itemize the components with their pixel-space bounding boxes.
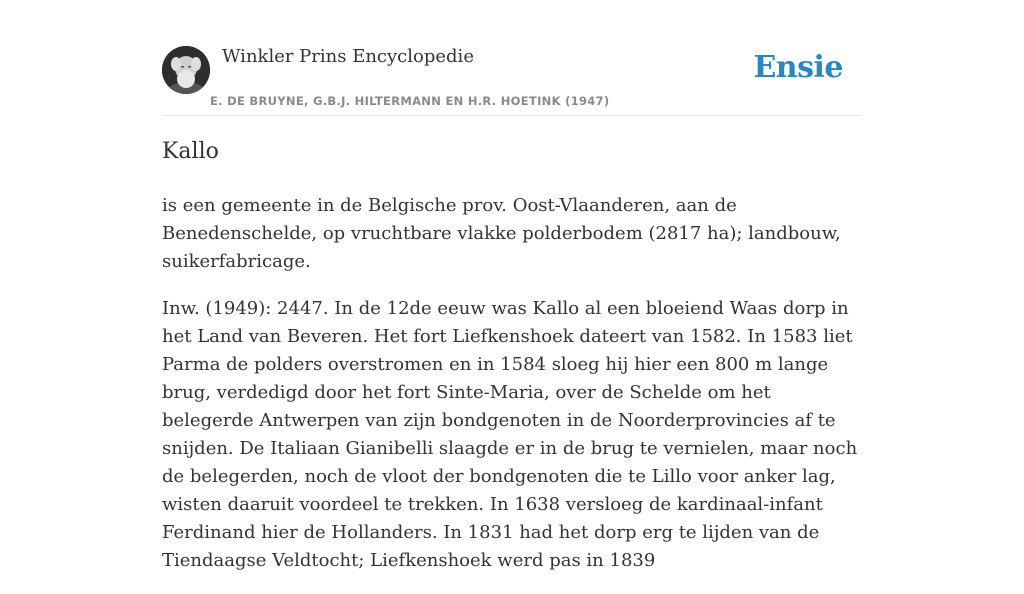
author-avatar[interactable] bbox=[162, 46, 210, 94]
article-title: Kallo bbox=[162, 139, 219, 164]
article-paragraph: is een gemeente in de Belgische prov. Oost-Vlaanderen, aan de Benedenschelde, op vruchtbare vlakke polderbodem (2817 ha); landbouw, suikerfabricage. bbox=[162, 195, 841, 272]
source-header bbox=[162, 44, 862, 116]
author-portrait-icon bbox=[162, 46, 210, 94]
article-body bbox=[162, 192, 862, 594]
article-paragraph: Inw. (1949): 2447. In de 12de eeuw was Kallo al een bloeiend Waas dorp in het Land van Beveren. Het fort Liefkenshoek dateert van 1582. In 1583 liet Parma de polders overstromen en in 1584 sloeg hij hier een 800 m lange brug, verdedigd door het fort Sinte-Maria, over de Schelde om het belegerde Antwerpen van zijn bondgenoten in de Noorderprovincies af te snijden. De Italiaan Gianibelli slaagde er in de brug te vernielen, maar noch de belegerden, noch de vloot der bondgenoten die te Lillo voor anker lag, wisten daaruit voordeel te trekken. In 1638 versloeg de kardinaal-infant Ferdinand hier de Hollanders. In 1831 had het dorp erg te lijden van de Tiendaagse Veldtocht; Liefkenshoek werd pas in 1839 bbox=[162, 298, 858, 571]
source-title[interactable]: Winkler Prins Encyclopedie bbox=[222, 46, 474, 67]
source-authors: E. DE BRUYNE, G.B.J. HILTERMANN EN H.R. HOETINK (1947) bbox=[210, 94, 610, 108]
brand-logo[interactable]: Ensie bbox=[753, 50, 843, 85]
